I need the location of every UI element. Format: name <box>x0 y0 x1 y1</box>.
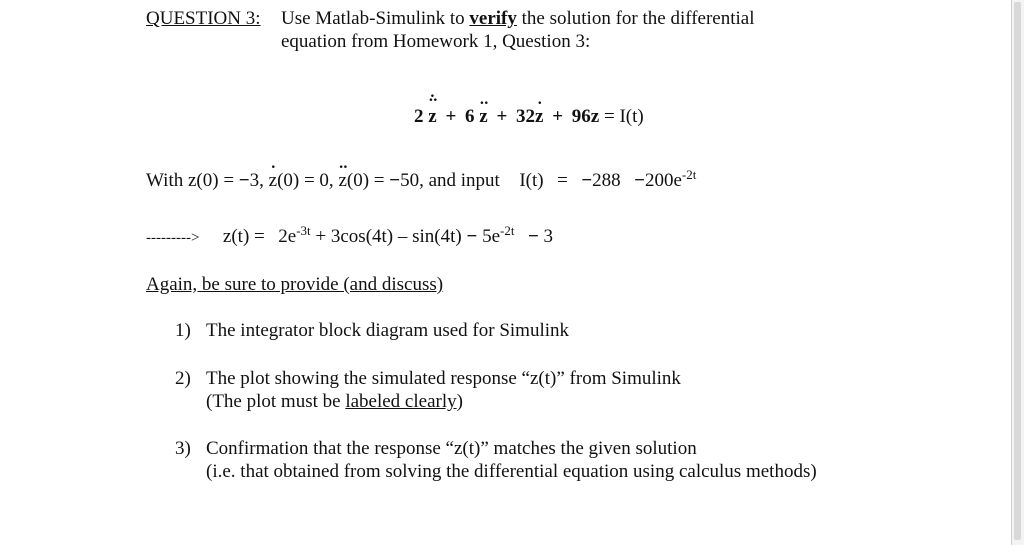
eq-v3: ·· z · <box>428 106 436 128</box>
cond-minus2: − <box>389 170 401 191</box>
solution-t3-exp: -2t <box>500 223 515 238</box>
cond-eq: = <box>557 170 568 191</box>
question-label: QUESTION 3: <box>146 8 261 29</box>
item-2-subtext <box>206 391 463 413</box>
eq-c1: 32 <box>516 106 536 127</box>
solution-lhs: z(t) = <box>222 226 265 247</box>
solution-minus1: − <box>466 226 478 247</box>
cond-minus4: − <box>634 170 645 191</box>
initial-conditions <box>146 167 697 192</box>
question-line2: equation from Homework 1, Question 3: <box>281 31 591 52</box>
cond-zd-var: · z <box>269 170 277 192</box>
eq-c3: 2 <box>414 106 424 127</box>
eq-plus1: + <box>445 106 457 127</box>
eq-c2: 6 <box>465 106 475 127</box>
solution-t4: 3 <box>543 226 554 247</box>
cond-zdd-val: 50, <box>400 170 424 191</box>
item-3-number: 3) <box>175 438 191 459</box>
eq-c0: 96 <box>571 106 591 127</box>
eq-plus2: + <box>496 106 508 127</box>
item-2-sub-post: ) <box>456 391 463 412</box>
cond-input-v2: 200e <box>644 170 682 191</box>
question-intro <box>281 8 755 30</box>
cond-z0-val: 3, <box>249 170 264 191</box>
differential-equation <box>414 106 644 128</box>
eq-plus3: + <box>552 106 564 127</box>
solution-t1-exp: -3t <box>296 223 311 238</box>
scrollbar-thumb[interactable] <box>1014 2 1021 540</box>
cond-and-input: and input <box>428 170 500 191</box>
item-1-text: The integrator block diagram used for Simulink <box>206 320 570 341</box>
eq-rhs: = I(t) <box>603 106 644 127</box>
cond-with: With <box>146 170 184 191</box>
solution-t1: 2e <box>278 226 297 247</box>
cond-input-exp: -2t <box>681 167 697 182</box>
item-1-number: 1) <box>175 320 191 341</box>
solution-t3: 5e <box>482 226 501 247</box>
cond-zdd-var: ·· z <box>338 170 346 192</box>
again-heading: Again, be sure to provide (and discuss) <box>146 274 444 295</box>
intro-verify: verify <box>469 8 517 29</box>
cond-z0: z(0) = <box>187 170 235 191</box>
item-3-text: Confirmation that the response “z(t)” matches the given solution <box>206 438 697 459</box>
solution-arrow: ---------> <box>146 230 200 246</box>
intro-post: the solution for the differential <box>516 8 755 29</box>
eq-v1: · z <box>535 106 543 128</box>
cond-input-lhs: I(t) <box>519 170 544 191</box>
solution-line <box>146 223 554 249</box>
eq-v2: ·· z <box>479 106 487 128</box>
item-3-subtext: (i.e. that obtained from solving the differential equation using calculus methods) <box>206 461 817 482</box>
cond-minus3: − <box>581 170 593 191</box>
item-2-number: 2) <box>175 368 191 389</box>
eq-v0: z <box>590 106 600 127</box>
solution-minus2: − <box>527 226 539 247</box>
vertical-scrollbar[interactable] <box>1011 0 1024 545</box>
item-2-sub-pre: (The plot must be <box>206 391 346 412</box>
cond-minus1: − <box>238 170 250 191</box>
item-2-sub-underlined: labeled clearly <box>345 391 457 412</box>
item-2-text: The plot showing the simulated response “z(t)” from Simulink <box>206 368 681 389</box>
cond-zdd-rest: (0) = <box>346 170 385 191</box>
intro-pre: Use Matlab-Simulink to <box>281 8 470 29</box>
cond-input-v1: 288 <box>592 170 621 191</box>
cond-zd-rest: (0) = 0, <box>277 170 334 191</box>
solution-t2: + 3cos(4t) – sin(4t) <box>315 226 462 247</box>
